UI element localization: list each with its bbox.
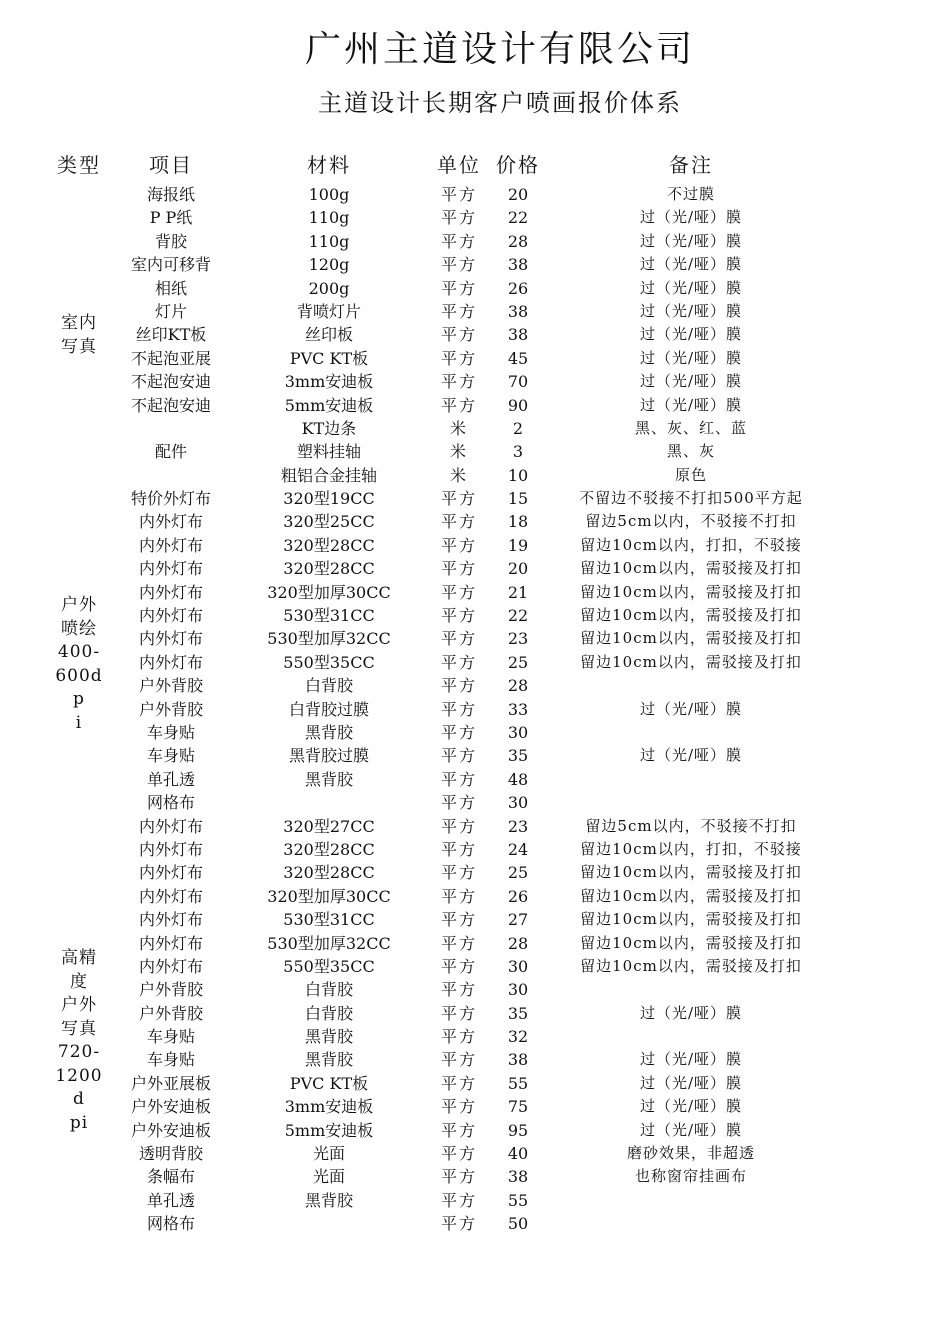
- cell-price: 24: [507, 839, 529, 859]
- cell-item: 丝印KT板: [135, 325, 207, 345]
- cell-unit: 平方: [440, 839, 477, 859]
- cell-unit: 平方: [440, 676, 477, 696]
- cell-price: 90: [507, 395, 529, 415]
- table-row: [0, 206, 950, 229]
- cell-note: 留边10cm以内，需驳接及打扣: [580, 886, 802, 905]
- table-row: [0, 744, 950, 767]
- table-row: [0, 440, 950, 463]
- cell-price: 21: [507, 582, 529, 602]
- table-row: [0, 978, 950, 1001]
- cell-note: 过（光/哑）膜: [639, 372, 743, 391]
- cell-unit: 平方: [440, 348, 477, 368]
- header-price: 价格: [496, 153, 540, 177]
- cell-note: 过（光/哑）膜: [639, 1003, 743, 1022]
- cell-material: 3mm安迪板: [284, 1097, 374, 1117]
- cell-unit: 平方: [440, 769, 477, 789]
- cell-unit: 平方: [440, 185, 477, 204]
- cell-material: 白背胶: [304, 1003, 353, 1023]
- cell-material: 200g: [308, 278, 350, 298]
- cell-note: 过（光/哑）膜: [639, 1097, 743, 1116]
- cell-unit: 平方: [440, 863, 477, 883]
- cell-note: 黑、灰、红、蓝: [634, 418, 747, 437]
- cell-unit: 平方: [440, 746, 477, 766]
- cell-item: 内外灯布: [138, 910, 203, 930]
- category-line: 度: [70, 971, 88, 992]
- cell-item: 内外灯布: [138, 956, 203, 976]
- cell-unit: 平方: [440, 582, 477, 602]
- cell-price: 15: [507, 489, 529, 509]
- cell-note: 留边10cm以内，需驳接及打扣: [580, 582, 802, 601]
- cell-note: 过（光/哑）膜: [639, 1073, 743, 1092]
- cell-price: 20: [507, 559, 529, 579]
- cell-material: 110g: [308, 231, 350, 251]
- cell-material: 530型31CC: [283, 606, 375, 626]
- cell-material: 黑背胶: [304, 769, 353, 789]
- cell-note: 留边10cm以内，需驳接及打扣: [580, 910, 802, 929]
- cell-unit: 平方: [440, 1120, 477, 1140]
- cell-unit: 平方: [440, 629, 477, 649]
- cell-price: 3: [512, 442, 524, 462]
- cell-price: 30: [507, 956, 529, 976]
- cell-note: 过（光/哑）膜: [639, 231, 743, 250]
- cell-item: 户外安迪板: [130, 1120, 211, 1140]
- table-row: [0, 370, 950, 393]
- cell-material: PVC KT板: [289, 1073, 369, 1093]
- table-row: [0, 1189, 950, 1212]
- cell-unit: 平方: [440, 652, 477, 672]
- table-row: [0, 651, 950, 674]
- cell-item: 车身贴: [146, 746, 195, 766]
- cell-price: 45: [507, 348, 529, 368]
- cell-material: 100g: [308, 185, 350, 204]
- cell-price: 22: [507, 606, 529, 626]
- cell-item: 海报纸: [146, 185, 195, 204]
- cell-item: 内外灯布: [138, 839, 203, 859]
- cell-material: 320型28CC: [283, 559, 375, 579]
- table-row: [0, 1119, 950, 1142]
- cell-price: 23: [507, 629, 529, 649]
- price-list-subtitle: 主道设计长期客户喷画报价体系: [318, 89, 682, 117]
- cell-price: 30: [507, 793, 529, 813]
- cell-item: 室内可移背: [130, 255, 211, 275]
- cell-price: 38: [507, 255, 529, 275]
- cell-price: 48: [507, 769, 529, 789]
- cell-item: 单孔透: [146, 1190, 195, 1210]
- cell-material: 120g: [308, 255, 350, 275]
- cell-note: 过（光/哑）膜: [639, 395, 743, 414]
- cell-material: 白背胶: [304, 676, 353, 696]
- cell-note: 留边10cm以内，打扣，不驳接: [580, 535, 802, 554]
- table-row: [0, 1048, 950, 1071]
- table-row: [0, 487, 950, 510]
- table-row: [0, 1072, 950, 1095]
- cell-material: 320型25CC: [283, 512, 375, 532]
- cell-material: 320型28CC: [283, 839, 375, 859]
- table-row: [0, 815, 950, 838]
- cell-note: 不过膜: [666, 185, 715, 203]
- cell-item: 网格布: [146, 793, 195, 813]
- cell-unit: 平方: [440, 1097, 477, 1117]
- header-item: 项目: [149, 153, 193, 177]
- cell-unit: 平方: [440, 231, 477, 251]
- cell-price: 35: [507, 746, 529, 766]
- cell-material: 黑背胶: [304, 1027, 353, 1047]
- cell-unit: 米: [449, 465, 468, 485]
- cell-unit: 平方: [440, 1167, 477, 1187]
- price-table: [0, 183, 950, 1236]
- cell-material: 黑背胶: [304, 1190, 353, 1210]
- cell-price: 23: [507, 816, 529, 836]
- cell-price: 38: [507, 325, 529, 345]
- cell-item: P P纸: [149, 208, 193, 228]
- cell-note: 过（光/哑）膜: [639, 1120, 743, 1139]
- table-row: [0, 908, 950, 931]
- table-row: [0, 674, 950, 697]
- cell-price: 18: [507, 512, 529, 532]
- cell-item: 车身贴: [146, 1050, 195, 1070]
- cell-unit: 平方: [440, 722, 477, 742]
- cell-price: 38: [507, 1167, 529, 1187]
- cell-price: 38: [507, 301, 529, 321]
- cell-unit: 平方: [440, 512, 477, 532]
- cell-note: 也称窗帘挂画布: [634, 1167, 747, 1186]
- company-title: 广州主道设计有限公司: [304, 29, 695, 70]
- cell-note: 留边10cm以内，需驳接及打扣: [580, 652, 802, 671]
- category-line: 室内: [61, 313, 97, 333]
- cell-price: 50: [507, 1214, 529, 1234]
- cell-item: 内外灯布: [138, 886, 203, 906]
- cell-price: 30: [507, 980, 529, 1000]
- category-line: 写真: [61, 336, 97, 357]
- cell-unit: 平方: [440, 372, 477, 392]
- table-row: [0, 464, 950, 487]
- cell-note: 留边10cm以内，需驳接及打扣: [580, 956, 802, 975]
- table-row: [0, 627, 950, 650]
- cell-material: 3mm安迪板: [284, 372, 374, 392]
- table-row: [0, 253, 950, 276]
- category-line: pi: [69, 1112, 89, 1133]
- cell-price: 27: [507, 910, 529, 930]
- cell-unit: 平方: [440, 910, 477, 930]
- cell-price: 25: [507, 652, 529, 672]
- cell-note: 留边10cm以内，打扣，不驳接: [580, 839, 802, 858]
- cell-note: 留边10cm以内，需驳接及打扣: [580, 863, 802, 882]
- cell-item: 背胶: [154, 231, 187, 251]
- cell-unit: 平方: [440, 559, 477, 579]
- cell-unit: 平方: [440, 1003, 477, 1023]
- header-unit: 单位: [437, 153, 481, 177]
- cell-material: 530型31CC: [283, 910, 375, 930]
- cell-material: 黑背胶过膜: [288, 746, 369, 766]
- cell-unit: 平方: [440, 1190, 477, 1210]
- cell-unit: 平方: [440, 1027, 477, 1047]
- cell-price: 2: [512, 418, 524, 438]
- cell-price: 35: [507, 1003, 529, 1023]
- cell-item: 户外安迪板: [130, 1097, 211, 1117]
- table-row: [0, 300, 950, 323]
- cell-item: 透明背胶: [138, 1144, 203, 1164]
- cell-unit: 米: [449, 418, 468, 438]
- cell-price: 22: [507, 208, 529, 228]
- header-type: 类型: [57, 153, 101, 177]
- cell-item: 相纸: [154, 278, 187, 298]
- cell-item: 户外背胶: [138, 1003, 203, 1023]
- table-row: [0, 1165, 950, 1188]
- cell-material: 黑背胶: [304, 1050, 353, 1070]
- category-line: 720-: [57, 1042, 101, 1062]
- cell-material: 530型加厚32CC: [267, 629, 391, 649]
- cell-item: 内外灯布: [138, 535, 203, 555]
- cell-unit: 平方: [440, 699, 477, 719]
- cell-item: 网格布: [146, 1214, 195, 1234]
- cell-note: 过（光/哑）膜: [639, 699, 743, 718]
- table-row: [0, 534, 950, 557]
- cell-item: 户外背胶: [138, 676, 203, 696]
- cell-item: 内外灯布: [138, 933, 203, 953]
- cell-item: 灯片: [154, 301, 187, 321]
- table-row: [0, 1025, 950, 1048]
- cell-item: 配件: [154, 442, 187, 462]
- category-line: 400-: [57, 642, 101, 662]
- cell-item: 内外灯布: [138, 512, 203, 532]
- cell-unit: 平方: [440, 1050, 477, 1070]
- cell-unit: 平方: [440, 255, 477, 275]
- cell-item: 不起泡安迪: [130, 372, 211, 392]
- cell-unit: 平方: [440, 980, 477, 1000]
- cell-unit: 平方: [440, 1214, 477, 1234]
- cell-price: 28: [507, 676, 529, 696]
- cell-price: 75: [507, 1097, 529, 1117]
- table-row: [0, 721, 950, 744]
- cell-material: 丝印板: [304, 325, 353, 345]
- cell-material: 320型加厚30CC: [267, 886, 391, 906]
- cell-note: 留边10cm以内，需驳接及打扣: [580, 606, 802, 625]
- table-row: [0, 768, 950, 791]
- table-row: [0, 698, 950, 721]
- table-row: [0, 1142, 950, 1165]
- table-row: [0, 861, 950, 884]
- cell-price: 20: [507, 185, 529, 204]
- table-row: [0, 510, 950, 533]
- cell-material: 白背胶: [304, 980, 353, 1000]
- cell-unit: 平方: [440, 278, 477, 298]
- cell-unit: 平方: [440, 956, 477, 976]
- cell-item: 户外背胶: [138, 699, 203, 719]
- category-line: 户外: [61, 995, 97, 1015]
- cell-price: 26: [507, 278, 529, 298]
- table-row: [0, 932, 950, 955]
- cell-item: 内外灯布: [138, 863, 203, 883]
- cell-price: 95: [507, 1120, 529, 1140]
- cell-material: 320型加厚30CC: [267, 582, 391, 602]
- cell-unit: 平方: [440, 606, 477, 626]
- cell-material: 粗铝合金挂轴: [280, 465, 377, 485]
- cell-unit: 平方: [440, 325, 477, 345]
- cell-price: 38: [507, 1050, 529, 1070]
- cell-note: 黑、灰: [666, 442, 715, 461]
- table-row: [0, 1002, 950, 1025]
- cell-note: 留边10cm以内，需驳接及打扣: [580, 559, 802, 578]
- table-row: [0, 230, 950, 253]
- cell-note: 留边10cm以内，需驳接及打扣: [580, 933, 802, 952]
- cell-price: 40: [507, 1144, 529, 1164]
- cell-item: 内外灯布: [138, 816, 203, 836]
- cell-item: 条幅布: [146, 1167, 195, 1187]
- table-row: [0, 277, 950, 300]
- cell-unit: 平方: [440, 489, 477, 509]
- cell-material: 550型35CC: [283, 652, 375, 672]
- cell-note: 原色: [674, 465, 707, 484]
- table-row: [0, 791, 950, 814]
- cell-note: 过（光/哑）膜: [639, 208, 743, 227]
- cell-note: 过（光/哑）膜: [639, 1050, 743, 1069]
- cell-material: 110g: [308, 208, 350, 228]
- cell-item: 内外灯布: [138, 652, 203, 672]
- cell-note: 不留边不驳接不打扣500平方起: [579, 489, 803, 508]
- cell-unit: 平方: [440, 301, 477, 321]
- category-line: 高精: [61, 948, 97, 968]
- cell-item: 内外灯布: [138, 582, 203, 602]
- cell-note: 留边5cm以内，不驳接不打扣: [585, 512, 797, 531]
- cell-unit: 平方: [440, 1144, 477, 1164]
- cell-material: KT边条: [301, 418, 357, 438]
- table-row: [0, 955, 950, 978]
- table-row: [0, 557, 950, 580]
- table-row: [0, 1095, 950, 1118]
- table-row: [0, 885, 950, 908]
- cell-material: 背喷灯片: [296, 301, 361, 321]
- cell-item: 车身贴: [146, 1027, 195, 1047]
- cell-unit: 平方: [440, 208, 477, 228]
- table-row: [0, 604, 950, 627]
- table-row: [0, 417, 950, 440]
- cell-material: 320型28CC: [283, 863, 375, 883]
- cell-unit: 米: [449, 442, 468, 462]
- cell-price: 28: [507, 933, 529, 953]
- cell-note: 过（光/哑）膜: [639, 301, 743, 320]
- cell-unit: 平方: [440, 886, 477, 906]
- cell-material: 530型加厚32CC: [267, 933, 391, 953]
- cell-material: 320型27CC: [283, 816, 375, 836]
- cell-price: 32: [507, 1027, 529, 1047]
- cell-item: 内外灯布: [138, 606, 203, 626]
- cell-note: 磨砂效果，非超透: [626, 1144, 755, 1163]
- cell-material: 黑背胶: [304, 722, 353, 742]
- cell-item: 户外背胶: [138, 980, 203, 1000]
- category-line: 户外: [61, 595, 97, 615]
- cell-note: 过（光/哑）膜: [639, 348, 743, 367]
- category-line: 600dp: [55, 665, 103, 709]
- cell-note: 过（光/哑）膜: [639, 255, 743, 274]
- cell-unit: 平方: [440, 793, 477, 813]
- cell-unit: 平方: [440, 1073, 477, 1093]
- cell-unit: 平方: [440, 816, 477, 836]
- cell-note: 过（光/哑）膜: [639, 746, 743, 765]
- category-line: i: [75, 712, 83, 733]
- cell-material: 白背胶过膜: [288, 699, 369, 719]
- cell-note: 留边5cm以内，不驳接不打扣: [585, 816, 797, 835]
- table-row: [0, 581, 950, 604]
- cell-item: 内外灯布: [138, 559, 203, 579]
- table-row: [0, 183, 950, 206]
- cell-price: 55: [507, 1190, 529, 1210]
- cell-note: 过（光/哑）膜: [639, 325, 743, 344]
- cell-price: 19: [507, 535, 529, 555]
- header-material: 材料: [307, 153, 351, 177]
- cell-note: 过（光/哑）膜: [639, 278, 743, 297]
- cell-unit: 平方: [440, 395, 477, 415]
- cell-material: 5mm安迪板: [284, 395, 374, 415]
- cell-material: 5mm安迪板: [284, 1120, 374, 1140]
- cell-material: 320型19CC: [283, 489, 375, 509]
- cell-item: 不起泡亚展: [130, 348, 211, 368]
- cell-item: 不起泡安迪: [130, 395, 211, 415]
- cell-note: 留边10cm以内，需驳接及打扣: [580, 629, 802, 648]
- cell-price: 10: [507, 465, 529, 485]
- cell-price: 28: [507, 231, 529, 251]
- cell-unit: 平方: [440, 933, 477, 953]
- cell-price: 30: [507, 722, 529, 742]
- table-row: [0, 838, 950, 861]
- cell-item: 内外灯布: [138, 629, 203, 649]
- cell-item: 特价外灯布: [130, 489, 211, 509]
- category-line: 喷绘: [61, 618, 97, 639]
- cell-item: 户外亚展板: [130, 1073, 211, 1093]
- cell-material: 550型35CC: [283, 956, 375, 976]
- cell-item: 单孔透: [146, 769, 195, 789]
- table-row: [0, 323, 950, 346]
- table-row: [0, 347, 950, 370]
- table-row: [0, 394, 950, 417]
- category-line: 1200d: [55, 1065, 103, 1109]
- cell-price: 55: [507, 1073, 529, 1093]
- cell-item: 车身贴: [146, 722, 195, 742]
- cell-price: 25: [507, 863, 529, 883]
- cell-unit: 平方: [440, 535, 477, 555]
- cell-price: 70: [507, 372, 529, 392]
- cell-price: 33: [507, 699, 529, 719]
- cell-price: 26: [507, 886, 529, 906]
- header-note: 备注: [669, 153, 713, 177]
- cell-material: 320型28CC: [283, 535, 375, 555]
- category-line: 写真: [61, 1018, 97, 1039]
- cell-material: 塑料挂轴: [296, 442, 361, 462]
- cell-material: 光面: [312, 1167, 345, 1187]
- cell-material: PVC KT板: [289, 348, 369, 368]
- table-row: [0, 1212, 950, 1235]
- cell-material: 光面: [312, 1144, 345, 1164]
